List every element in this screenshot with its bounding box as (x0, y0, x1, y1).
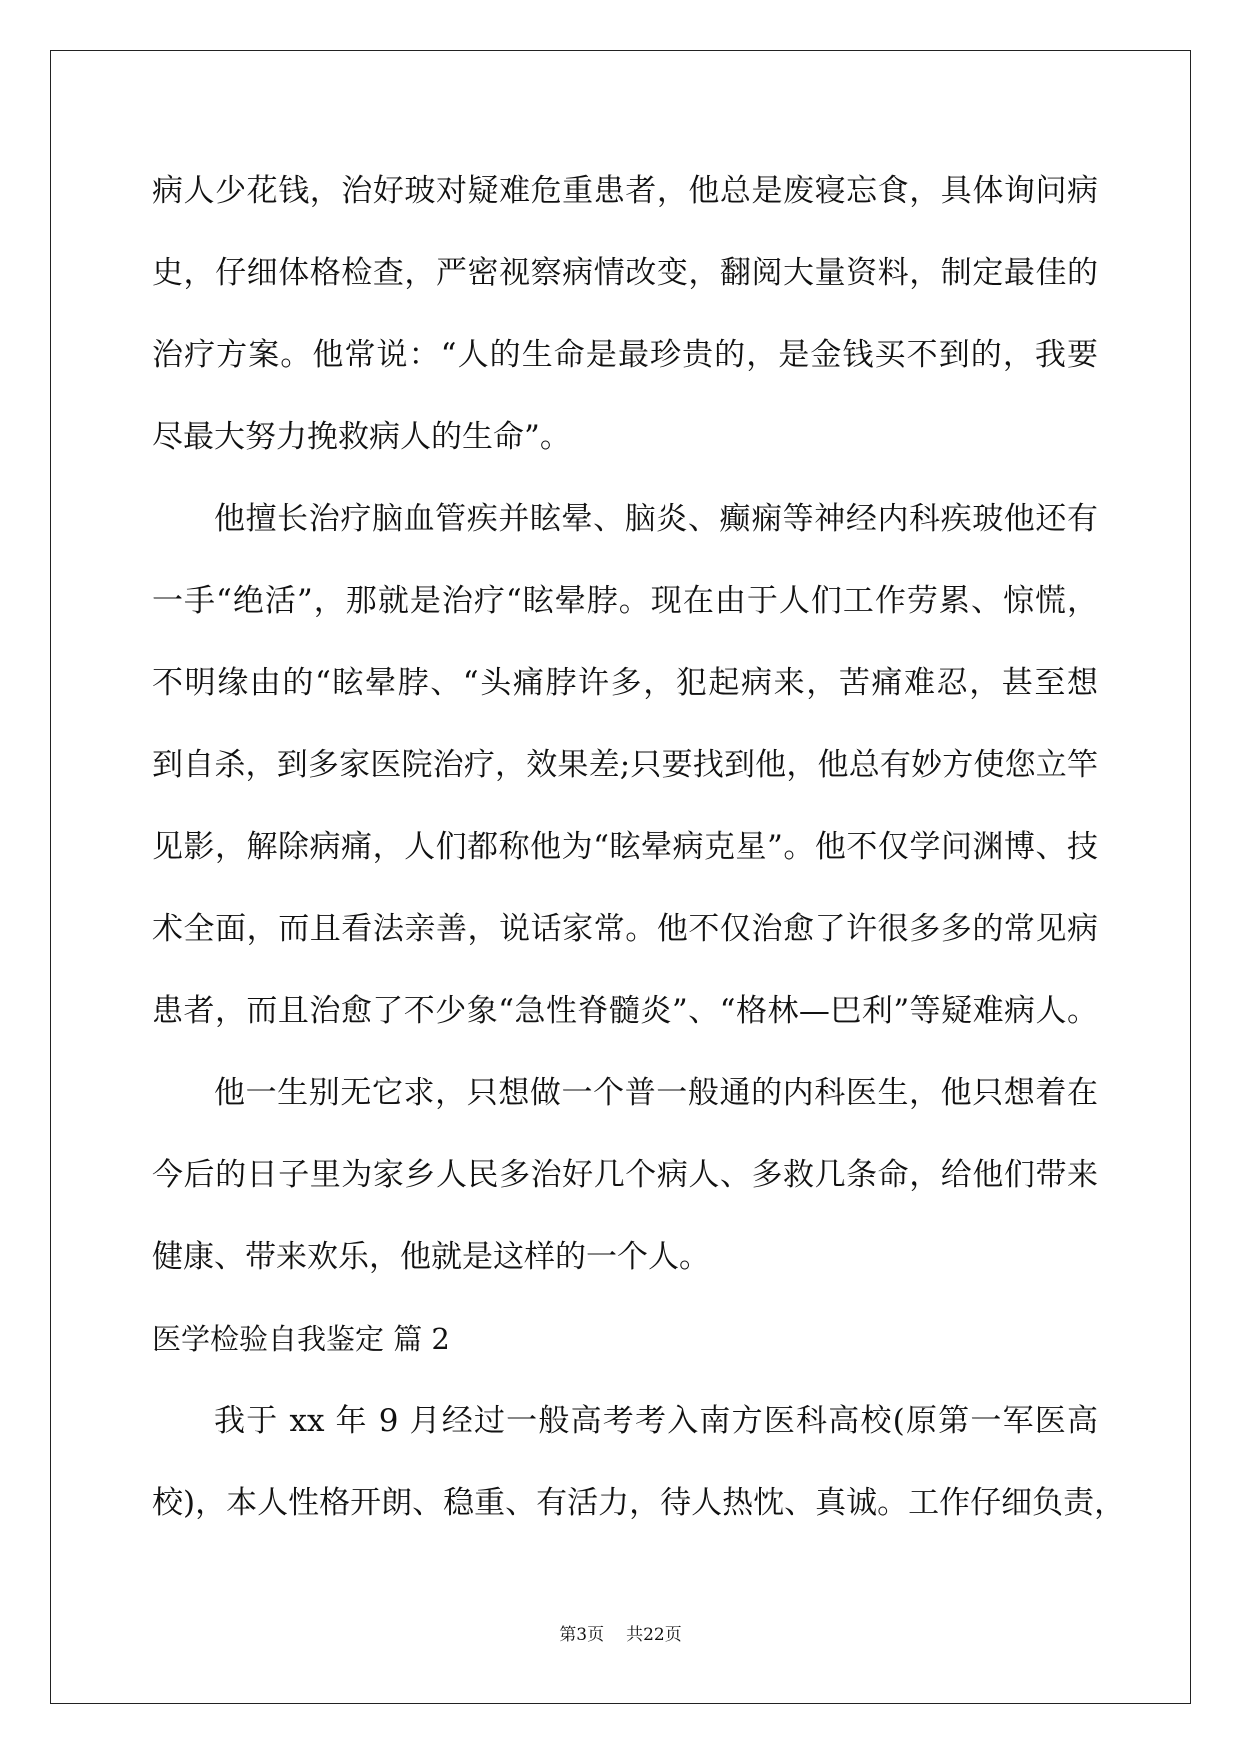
paragraph-first-line: 我于 xx 年 9 月经过一般高考考入南方医科高校(原第一军医高 (214, 1403, 1098, 1439)
paragraph-first-line: 他擅长治疗脑血管疾并眩晕、脑炎、癫痫等神经内科疾玻他还有 (214, 501, 1098, 537)
text-line: 史，仔细体格检查，严密视察病情改变，翻阅大量资料，制定最佳的 (152, 255, 1098, 291)
text-line: 今后的日子里为家乡人民多治好几个病人、多救几条命，给他们带来 (152, 1157, 1098, 1193)
total-pages: 共22页 (626, 1625, 682, 1645)
paragraph-first-line: 他一生别无它求，只想做一个普一般通的内科医生，他只想着在 (214, 1075, 1098, 1111)
text-line: 健康、带来欢乐，他就是这样的一个人。 (152, 1239, 710, 1275)
text-line: 校)，本人性格开朗、稳重、有活力，待人热忱、真诚。工作仔细负责， (152, 1485, 1126, 1521)
text-line: 病人少花钱，治好玻对疑难危重患者，他总是废寝忘食，具体询问病 (152, 173, 1098, 209)
document-body (152, 150, 1126, 1544)
page-footer (0, 1620, 1241, 1645)
page-number: 第3页 (559, 1625, 605, 1645)
text-line: 尽最大努力挽救病人的生命”。 (152, 419, 571, 455)
text-line: 治疗方案。他常说：“人的生命是最珍贵的，是金钱买不到的，我要 (152, 337, 1098, 373)
text-line: 到自杀，到多家医院治疗，效果差;只要找到他，他总有妙方使您立竿 (152, 747, 1098, 783)
text-line: 见影，解除病痛，人们都称他为“眩晕病克星”。他不仅学问渊博、技 (152, 829, 1098, 865)
text-line: 患者，而且治愈了不少象“急性脊髓炎”、“格林—巴利”等疑难病人。 (152, 993, 1098, 1029)
section-heading: 医学检验自我鉴定 篇 2 (152, 1322, 450, 1356)
text-line: 不明缘由的“眩晕脖、“头痛脖许多，犯起病来，苦痛难忍，甚至想 (152, 665, 1098, 701)
text-line: 术全面，而且看法亲善，说话家常。他不仅治愈了许很多多的常见病 (152, 911, 1098, 947)
text-line: 一手“绝活”，那就是治疗“眩晕脖。现在由于人们工作劳累、惊慌， (152, 583, 1098, 619)
